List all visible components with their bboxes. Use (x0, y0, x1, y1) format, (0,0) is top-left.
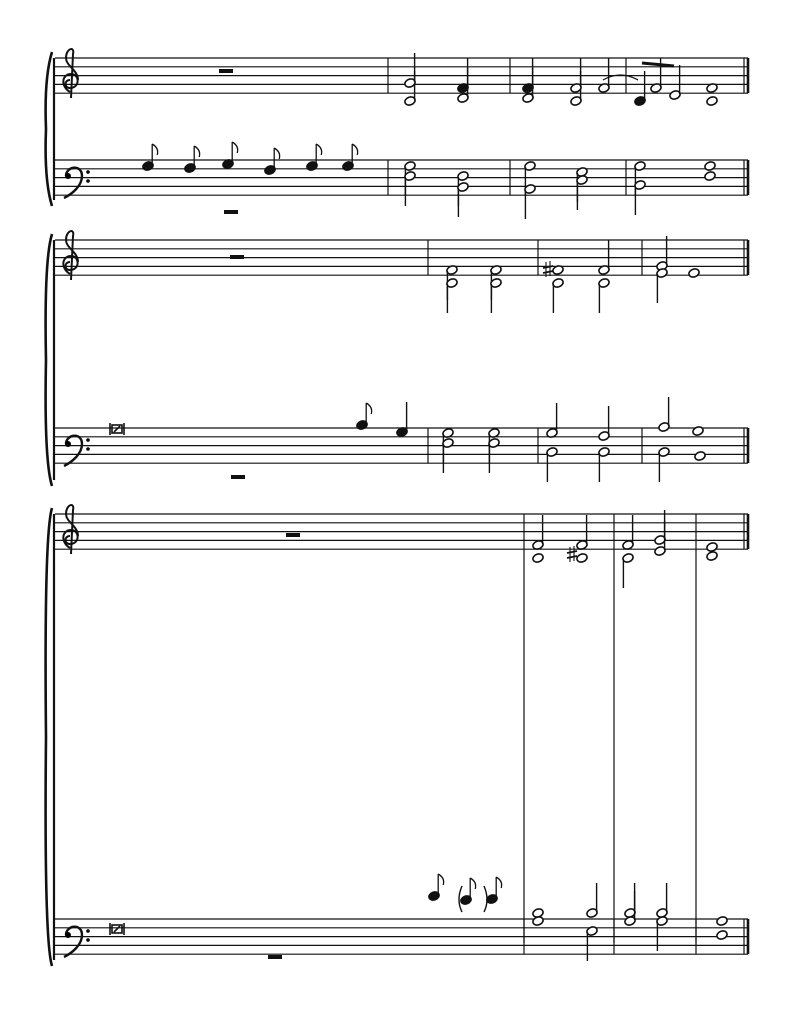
bass-note (716, 930, 728, 941)
treble-note (706, 96, 718, 107)
rest-bar (219, 69, 233, 73)
treble-clef-icon (63, 231, 78, 280)
grace-flag (194, 146, 199, 157)
bass-note (704, 171, 716, 182)
system-bracket (46, 508, 52, 966)
grace-flag (470, 878, 475, 889)
grace-flag (232, 142, 237, 153)
parenthesis (484, 886, 487, 912)
bass-clef-dot (86, 170, 90, 174)
breve-slash (114, 426, 120, 432)
system-bracket (46, 234, 52, 486)
treble-clef-icon (63, 505, 78, 554)
grace-flag (316, 144, 321, 155)
treble-note (706, 542, 718, 553)
bass-note (692, 426, 704, 437)
bass-clef-icon (64, 168, 82, 198)
bass-clef-dot (86, 447, 90, 451)
rest-bar (231, 475, 245, 479)
grace-flag (352, 144, 357, 155)
bass-note (704, 161, 716, 172)
system-bracket (46, 52, 52, 206)
bass-clef-dot (65, 932, 71, 938)
rest-bar (230, 255, 244, 259)
bass-note (716, 916, 728, 927)
sharp-sign-icon (543, 271, 553, 273)
note-beam (642, 63, 674, 66)
bass-clef-dot (86, 938, 90, 942)
sharp-sign-icon (567, 556, 577, 558)
rest-bar (286, 533, 300, 537)
sharp-sign-icon (567, 551, 577, 553)
rest-bar (268, 955, 282, 959)
bass-clef-icon (64, 436, 82, 466)
bass-clef-dot (65, 173, 71, 179)
treble-note (706, 551, 718, 562)
grace-flag (438, 874, 443, 885)
treble-clef-icon (63, 49, 78, 98)
grace-flag (496, 877, 501, 888)
bass-clef-dot (86, 929, 90, 933)
grace-flag (366, 403, 371, 414)
treble-note (688, 268, 700, 279)
grace-flag (152, 144, 157, 155)
grace-flag (274, 148, 279, 159)
treble-note (532, 553, 544, 564)
bass-clef-icon (64, 927, 82, 957)
bass-clef-dot (86, 438, 90, 442)
breve-slash (114, 926, 120, 932)
bass-note (694, 451, 706, 462)
bass-clef-dot (86, 179, 90, 183)
bass-clef-dot (65, 441, 71, 447)
rest-bar (224, 210, 238, 214)
bass-note (532, 916, 544, 927)
treble-note (576, 553, 588, 564)
